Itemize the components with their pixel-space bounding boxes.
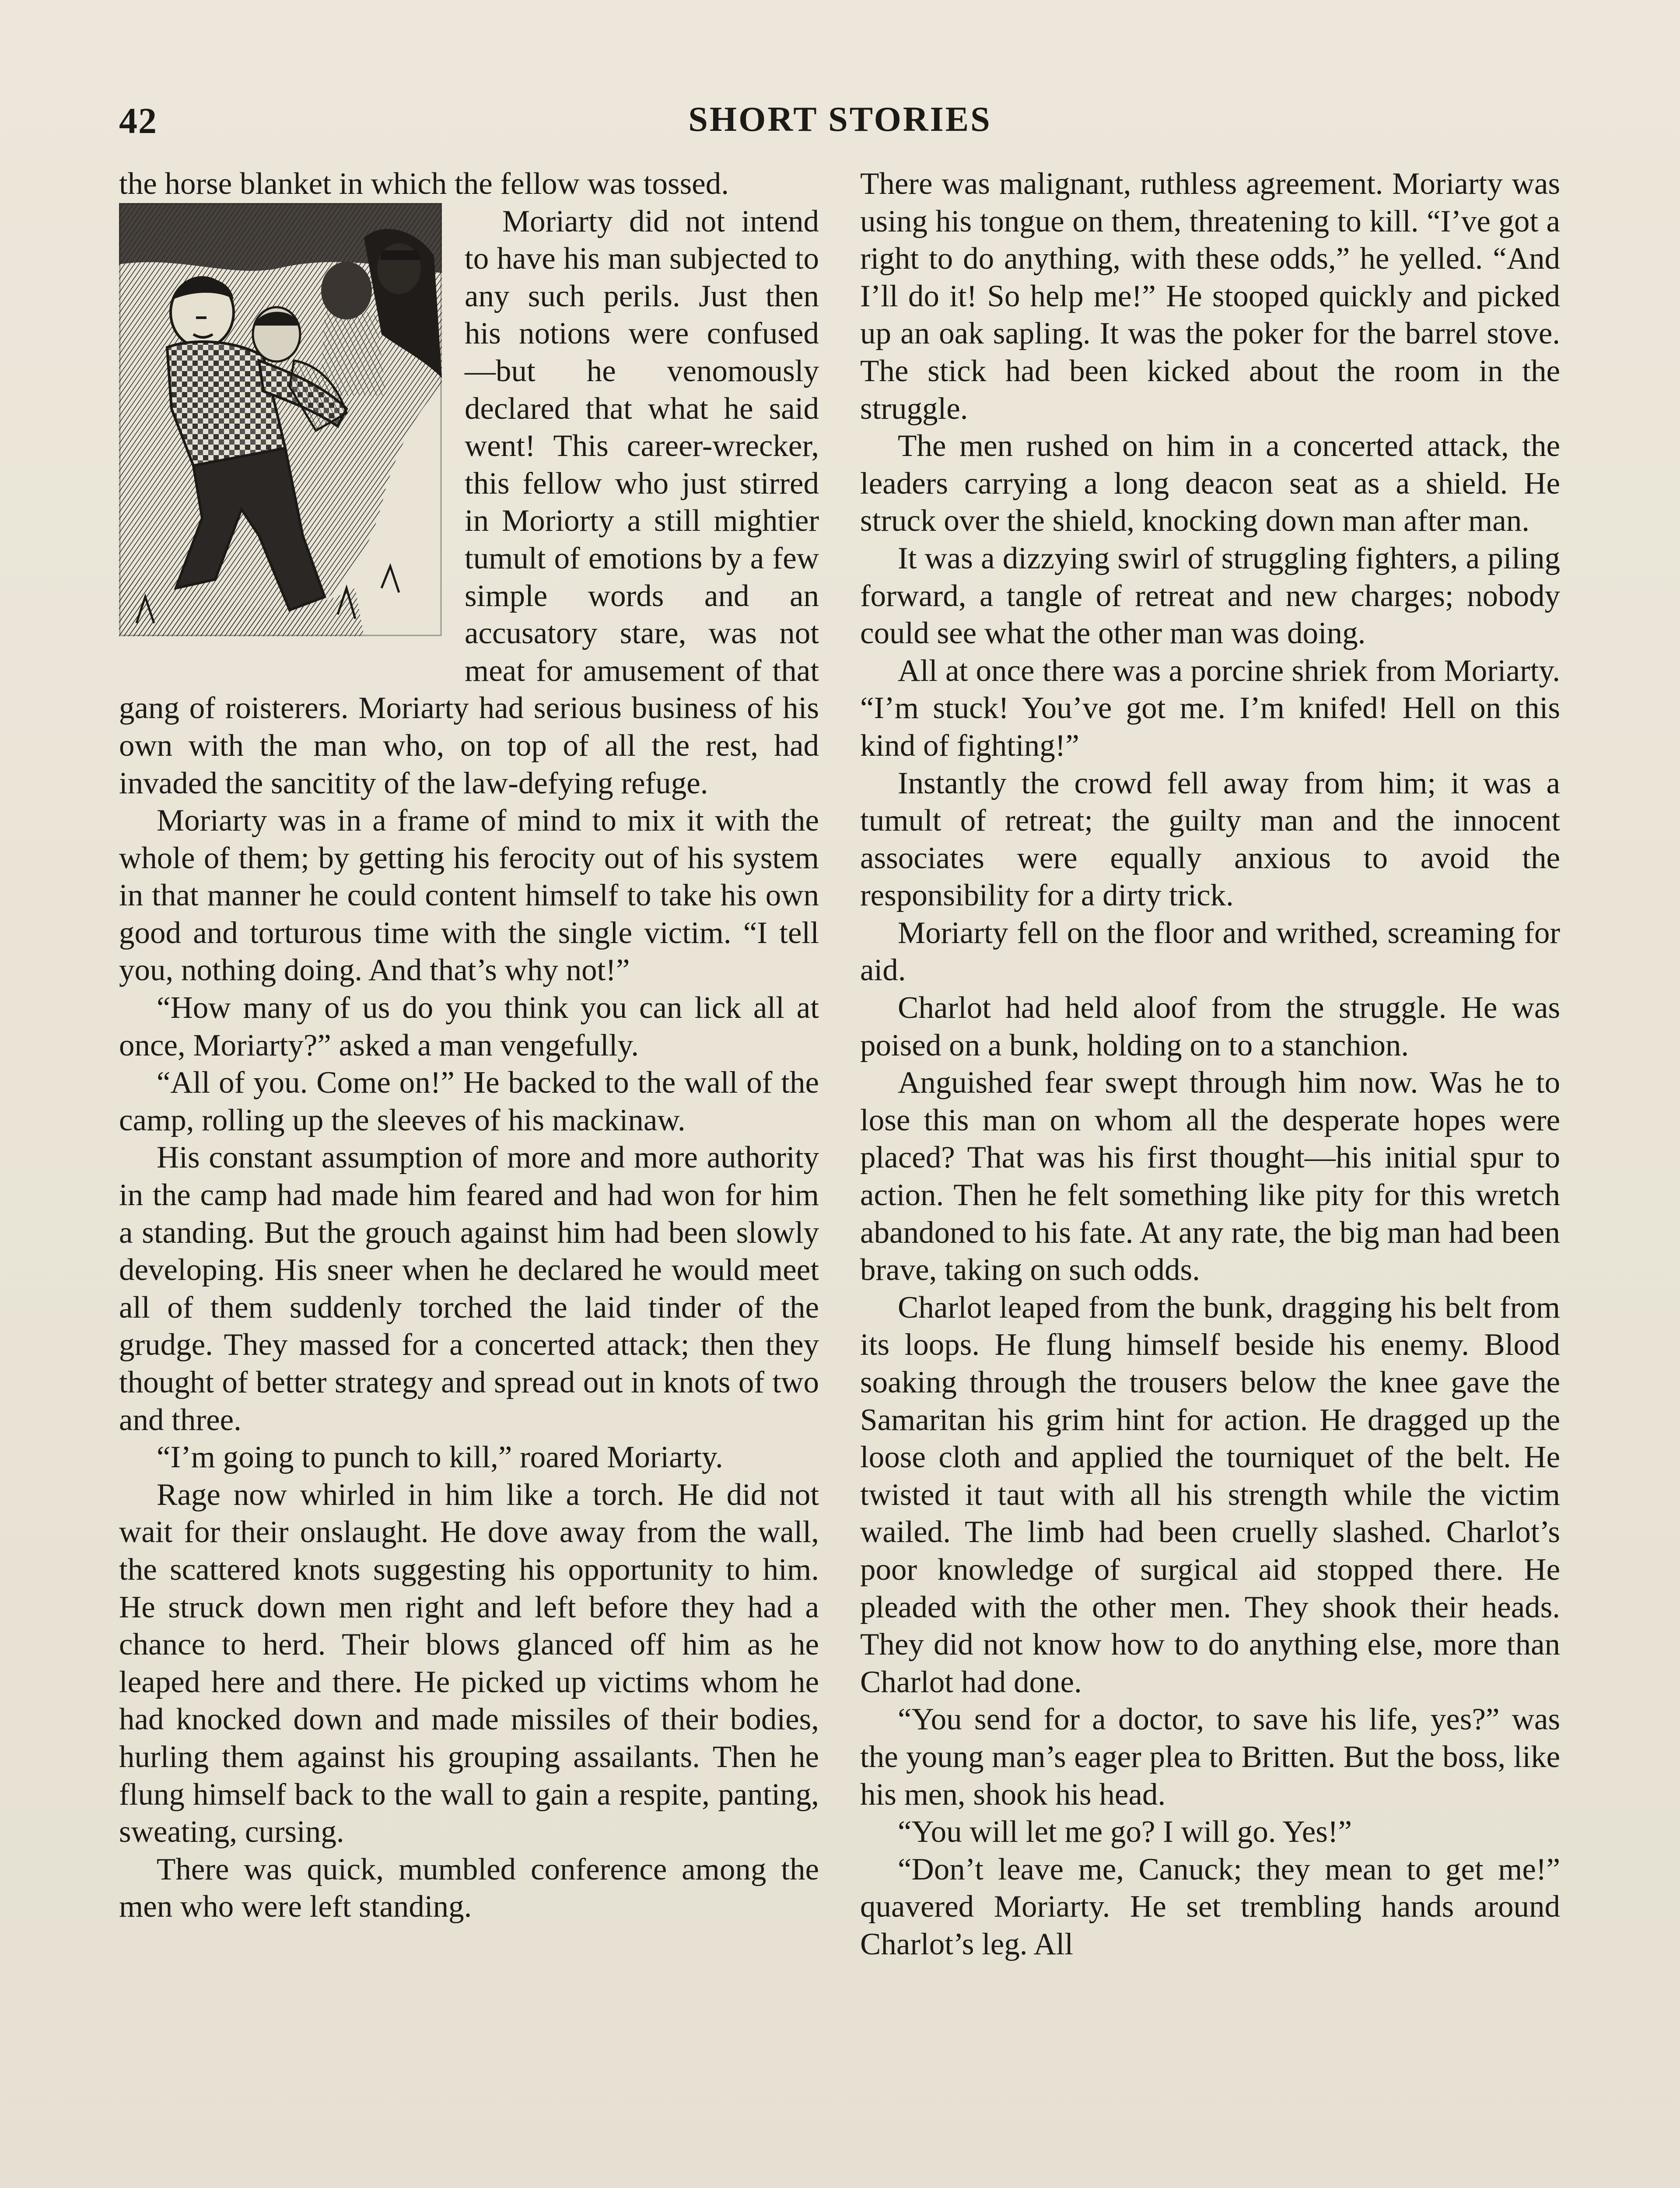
paragraph: Charlot leaped from the bunk, dragging his belt from its loops. He flung himself beside his enemy. Blood soaking through the trousers below the knee gave the Samaritan his grim hint for action. He dragged up the loose cloth and applied the tourniquet of the belt. He twisted it taut with all his strength while the victim wailed. The limb had been cruelly slashed. Charlot’s poor knowledge of surgical aid stopped there. He pleaded with the other men. They shook their heads. They did not know how to do anything else, more than Charlot had done. (860, 1290, 1560, 1699)
paragraph: “You send for a doctor, to save his life, yes?” was the young man’s eager plea to Britten. But the boss, like his men, shook his head. (860, 1702, 1560, 1812)
paragraph: All at once there was a porcine shriek from Moriarty. “I’m stuck! You’ve got me. I’m knifed! Hell on this kind of fighting!” (860, 653, 1560, 763)
paragraph: “You will let me go? I will go. Yes!” (898, 1815, 1352, 1849)
paragraph: Moriarty did not intend to have his man subjected to any such perils. Just then his notions were confused—but he venomously declared that what he said went! This career-wrecker, this fellow who just stirred in Moriorty a still mightier tumult of emotions by a few simple words and an accusatory stare, was not meat for amusement of that gang of roisterers. Moriarty had serious business of his own with the man who, on top of all the rest, had invaded the sancitity of the law-defying refuge. (119, 204, 819, 800)
paragraph: There was malignant, ruthless agreement. Moriarty was using his tongue on them, threatening to kill. “I’ve got a right to do anything, with these odds,” he yelled. “And I’ll do it! So help me!” He stooped quickly and picked up an oak sapling. It was the poker for the barrel stove. The stick had been kicked about the room in the struggle. (860, 167, 1560, 426)
paragraph: His constant assumption of more and more authority in the camp had made him feared and had won for him a standing. But the grouch against him had been slowly developing. His sneer when he declared he would meet all of them suddenly torched the laid tinder of the grudge. They massed for a concerted attack; then they thought of better strategy and spread out in knots of two and three. (119, 1140, 819, 1437)
paragraph: “I’m going to punch to kill,” roared Moriarty. (157, 1440, 723, 1475)
paragraph: Moriarty fell on the floor and writhed, screaming for aid. (860, 915, 1560, 988)
paragraph: “All of you. Come on!” He backed to the wall of the camp, rolling up the sleeves of his mackinaw. (119, 1066, 819, 1137)
paragraph: Anguished fear swept through him now. Was he to lose this man on whom all the desperate hopes were placed? That was his first thought—his initial spur to action. Then he felt something like pity for this wretch abandoned to his fate. At any rate, the big man had been brave, taking on such odds. (860, 1066, 1560, 1287)
paragraph: Moriarty was in a frame of mind to mix it with the whole of them; by getting his ferocity out of his system in that manner he could content himself to take his own good and torturous time with the single victim. “I tell you, nothing doing. And that’s why not!” (119, 803, 819, 988)
page-number: 42 (119, 101, 158, 141)
woodcut-illustration (119, 203, 442, 652)
paragraph: It was a dizzying swirl of struggling fighters, a piling forward, a tangle of retreat and new charges; nobody could see what the other man was doing. (860, 541, 1560, 651)
woodcut-illustration-men-fighting-icon (119, 203, 442, 636)
paragraph: The men rushed on him in a concerted attack, the leaders carrying a long deacon seat as a shield. He struck over the shield, knocking down man after man. (860, 429, 1560, 538)
running-head: SHORT STORIES (688, 100, 992, 139)
right-column (860, 165, 1560, 1964)
paragraph: There was quick, mumbled conference among the men who were left standing. (119, 1852, 819, 1924)
paragraph: “How many of us do you think you can lick all at once, Moriarty?” asked a man vengefully. (119, 991, 819, 1062)
paragraph: Instantly the crowd fell away from him; it was a tumult of retreat; the guilty man and the innocent associates were equally anxious to avoid the responsibility for a dirty trick. (860, 766, 1560, 913)
paragraph: Rage now whirled in him like a torch. He did not wait for their onslaught. He dove away from the wall, the scattered knots suggesting his opportunity to him. He struck down men right and left before they had a chance to herd. Their blows glanced off him as he leaped here and there. He picked up victims whom he had knocked down and made missiles of their bodies, hurling them against his grouping assailants. Then he flung himself back to the wall to gain a respite, panting, sweating, cursing. (119, 1477, 819, 1849)
paragraph: Charlot had held aloof from the struggle. He was poised on a bunk, holding on to a stanchion. (860, 991, 1560, 1062)
paragraph: the horse blanket in which the fellow was tossed. (119, 167, 729, 201)
left-column (119, 165, 819, 1926)
paragraph: “Don’t leave me, Canuck; they mean to get me!” quavered Moriarty. He set trembling hands around Charlot’s leg. All (860, 1852, 1560, 1961)
